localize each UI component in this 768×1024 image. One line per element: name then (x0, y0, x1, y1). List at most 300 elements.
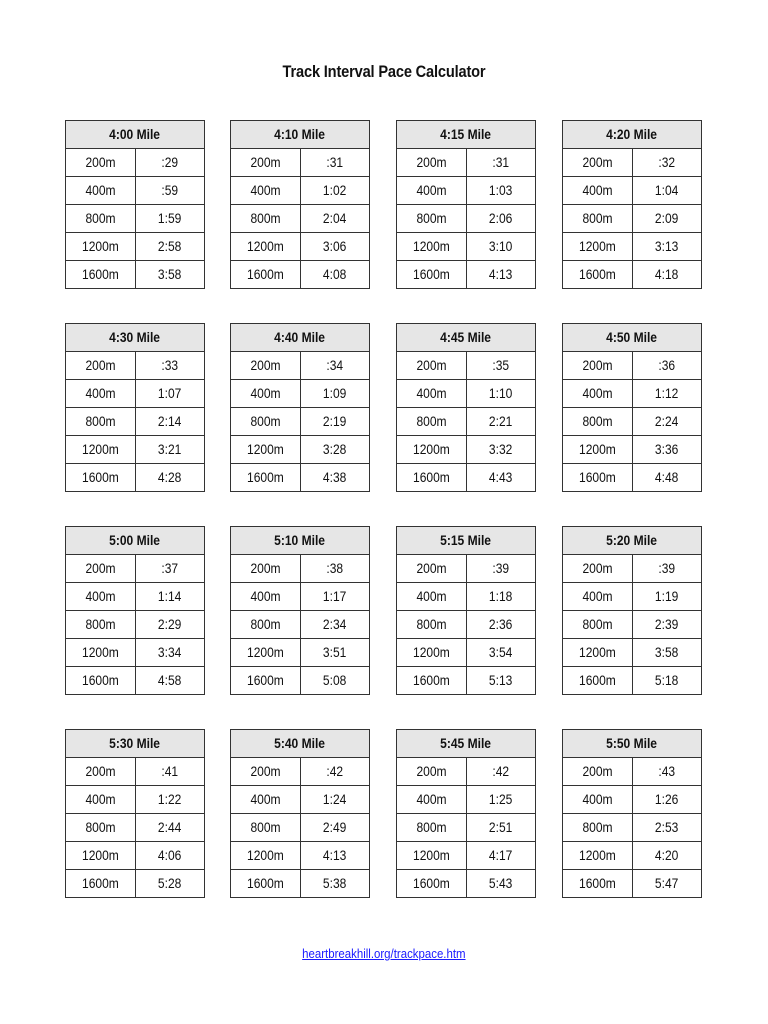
split-time: 5:43 (489, 875, 513, 891)
split-time-cell (466, 205, 536, 233)
distance-label: 800m (85, 210, 116, 226)
distance-cell (231, 233, 301, 261)
distance-label: 200m (85, 357, 116, 373)
distance-cell (231, 870, 301, 898)
split-time: 3:54 (489, 644, 513, 660)
split-time: :42 (492, 763, 510, 779)
distance-cell (66, 352, 136, 380)
split-time-cell (135, 842, 205, 870)
mile-pace-label: 4:45 Mile (440, 329, 492, 345)
split-time-cell (135, 583, 205, 611)
table-row (231, 667, 370, 695)
table-row (231, 758, 370, 786)
split-time: 1:07 (158, 385, 182, 401)
mile-pace-label: 4:10 Mile (274, 126, 326, 142)
split-time-cell (300, 814, 370, 842)
table-row (563, 555, 702, 583)
split-time-cell (466, 436, 536, 464)
split-time-cell (300, 786, 370, 814)
split-time-cell (466, 380, 536, 408)
distance-label: 200m (416, 560, 447, 576)
distance-label: 1600m (412, 469, 450, 485)
page-title: Track Interval Pace Calculator (282, 62, 486, 81)
split-time-cell (300, 583, 370, 611)
distance-label: 200m (250, 560, 281, 576)
split-time: 3:13 (655, 238, 679, 254)
distance-label: 400m (416, 182, 447, 198)
distance-cell (563, 667, 633, 695)
distance-cell (563, 380, 633, 408)
table-row (66, 205, 205, 233)
distance-cell (231, 639, 301, 667)
distance-cell (397, 233, 467, 261)
distance-cell (231, 555, 301, 583)
distance-cell (563, 233, 633, 261)
split-time: 3:51 (323, 644, 347, 660)
pace-table (230, 729, 370, 898)
distance-label: 400m (85, 182, 116, 198)
table-row (66, 611, 205, 639)
split-time: 1:10 (489, 385, 513, 401)
pace-table-header (66, 527, 205, 555)
split-time: 2:49 (323, 819, 347, 835)
table-row (66, 842, 205, 870)
table-row (66, 177, 205, 205)
distance-cell (66, 814, 136, 842)
distance-cell (563, 814, 633, 842)
split-time-cell (135, 870, 205, 898)
split-time: 5:38 (323, 875, 347, 891)
distance-label: 1600m (81, 875, 119, 891)
distance-cell (66, 149, 136, 177)
split-time-cell (135, 786, 205, 814)
distance-cell (563, 408, 633, 436)
split-time: :37 (161, 560, 179, 576)
split-time: 4:06 (158, 847, 182, 863)
distance-label: 400m (85, 588, 116, 604)
split-time-cell (632, 814, 702, 842)
distance-label: 800m (250, 819, 281, 835)
distance-label: 1200m (578, 847, 616, 863)
distance-label: 1200m (246, 441, 284, 457)
split-time: :38 (326, 560, 344, 576)
split-time: 1:18 (489, 588, 513, 604)
table-row (397, 233, 536, 261)
distance-label: 200m (582, 154, 613, 170)
split-time: 1:19 (655, 588, 679, 604)
split-time: 4:08 (323, 266, 347, 282)
table-row (66, 786, 205, 814)
split-time: 1:17 (323, 588, 347, 604)
distance-cell (397, 786, 467, 814)
distance-cell (563, 149, 633, 177)
split-time-cell (632, 667, 702, 695)
split-time: 1:26 (655, 791, 679, 807)
pace-table-header (563, 730, 702, 758)
split-time: 1:14 (158, 588, 182, 604)
distance-cell (66, 177, 136, 205)
split-time-cell (135, 408, 205, 436)
footer (0, 946, 768, 961)
split-time: 5:13 (489, 672, 513, 688)
pace-table (396, 323, 536, 492)
table-row (563, 352, 702, 380)
distance-cell (66, 261, 136, 289)
split-time-cell (135, 177, 205, 205)
distance-cell (66, 758, 136, 786)
distance-label: 1600m (578, 469, 616, 485)
table-row (397, 352, 536, 380)
distance-cell (66, 870, 136, 898)
distance-cell (397, 149, 467, 177)
pace-table-header (66, 121, 205, 149)
split-time: 4:17 (489, 847, 513, 863)
table-row (397, 842, 536, 870)
distance-label: 1600m (578, 875, 616, 891)
split-time: 4:48 (655, 469, 679, 485)
split-time: 1:12 (655, 385, 679, 401)
distance-cell (231, 667, 301, 695)
distance-cell (563, 583, 633, 611)
table-row (563, 758, 702, 786)
table-row (397, 555, 536, 583)
split-time: 2:58 (158, 238, 182, 254)
distance-label: 1200m (81, 847, 119, 863)
split-time-cell (466, 814, 536, 842)
distance-cell (563, 436, 633, 464)
split-time-cell (632, 758, 702, 786)
distance-cell (66, 639, 136, 667)
table-row (563, 408, 702, 436)
table-row (66, 380, 205, 408)
split-time: 3:28 (323, 441, 347, 457)
table-row (397, 380, 536, 408)
distance-label: 800m (250, 616, 281, 632)
pace-table (65, 323, 205, 492)
table-row (397, 870, 536, 898)
split-time: 1:03 (489, 182, 513, 198)
table-row (231, 177, 370, 205)
table-row (563, 814, 702, 842)
distance-label: 800m (250, 210, 281, 226)
pace-table (562, 120, 702, 289)
split-time: :32 (658, 154, 676, 170)
distance-label: 400m (582, 385, 613, 401)
split-time-cell (466, 786, 536, 814)
table-row (397, 464, 536, 492)
distance-cell (66, 667, 136, 695)
split-time-cell (466, 149, 536, 177)
distance-cell (397, 464, 467, 492)
distance-cell (66, 233, 136, 261)
split-time-cell (632, 233, 702, 261)
mile-pace-label: 4:30 Mile (109, 329, 161, 345)
distance-cell (397, 758, 467, 786)
split-time-cell (135, 667, 205, 695)
split-time: 3:06 (323, 238, 347, 254)
split-time-cell (300, 758, 370, 786)
split-time: 5:18 (655, 672, 679, 688)
distance-cell (66, 555, 136, 583)
distance-label: 400m (250, 182, 281, 198)
pace-table-header (231, 527, 370, 555)
split-time: 1:24 (323, 791, 347, 807)
distance-cell (397, 555, 467, 583)
distance-label: 400m (416, 385, 447, 401)
distance-cell (66, 611, 136, 639)
pace-table-header (397, 527, 536, 555)
split-time-cell (466, 464, 536, 492)
split-time-cell (300, 149, 370, 177)
split-time-cell (632, 786, 702, 814)
distance-label: 1600m (81, 266, 119, 282)
split-time: 4:18 (655, 266, 679, 282)
split-time-cell (466, 758, 536, 786)
split-time-cell (135, 205, 205, 233)
mile-pace-label: 5:20 Mile (606, 532, 658, 548)
split-time-cell (466, 611, 536, 639)
split-time: 2:06 (489, 210, 513, 226)
split-time-cell (135, 233, 205, 261)
split-time-cell (632, 408, 702, 436)
distance-cell (397, 205, 467, 233)
mile-pace-label: 5:45 Mile (440, 735, 492, 751)
distance-label: 400m (582, 182, 613, 198)
split-time-cell (632, 464, 702, 492)
distance-label: 800m (582, 413, 613, 429)
distance-cell (397, 408, 467, 436)
split-time-cell (632, 555, 702, 583)
table-row (563, 261, 702, 289)
split-time-cell (632, 261, 702, 289)
pace-table (230, 526, 370, 695)
table-row (563, 177, 702, 205)
split-time-cell (632, 611, 702, 639)
distance-label: 200m (416, 763, 447, 779)
split-time-cell (300, 205, 370, 233)
source-link[interactable]: heartbreakhill.org/trackpace.htm (302, 946, 466, 961)
distance-label: 200m (416, 154, 447, 170)
split-time: 3:21 (158, 441, 182, 457)
split-time: 5:08 (323, 672, 347, 688)
distance-cell (397, 380, 467, 408)
split-time-cell (135, 555, 205, 583)
mile-pace-label: 5:10 Mile (274, 532, 326, 548)
distance-cell (397, 583, 467, 611)
pace-table (396, 120, 536, 289)
mile-pace-label: 5:50 Mile (606, 735, 658, 751)
split-time-cell (135, 261, 205, 289)
mile-pace-label: 4:40 Mile (274, 329, 326, 345)
split-time: :36 (658, 357, 676, 373)
distance-label: 1200m (578, 238, 616, 254)
split-time: 1:09 (323, 385, 347, 401)
split-time-cell (135, 611, 205, 639)
table-row (563, 786, 702, 814)
distance-label: 800m (416, 819, 447, 835)
distance-label: 800m (416, 210, 447, 226)
distance-label: 400m (250, 588, 281, 604)
split-time-cell (300, 555, 370, 583)
split-time-cell (632, 380, 702, 408)
split-time-cell (466, 842, 536, 870)
pace-table-header (563, 324, 702, 352)
table-row (66, 555, 205, 583)
distance-label: 200m (85, 763, 116, 779)
split-time: 3:34 (158, 644, 182, 660)
distance-cell (231, 352, 301, 380)
pace-table (396, 729, 536, 898)
table-row (231, 205, 370, 233)
split-time: 4:13 (489, 266, 513, 282)
distance-label: 1600m (578, 672, 616, 688)
distance-label: 1600m (578, 266, 616, 282)
split-time: 1:25 (489, 791, 513, 807)
split-time-cell (300, 464, 370, 492)
distance-cell (66, 842, 136, 870)
distance-label: 1600m (412, 672, 450, 688)
distance-label: 200m (85, 560, 116, 576)
split-time-cell (135, 758, 205, 786)
split-time-cell (466, 583, 536, 611)
pace-table (65, 526, 205, 695)
distance-cell (66, 408, 136, 436)
distance-cell (563, 786, 633, 814)
pace-table (65, 729, 205, 898)
distance-label: 200m (250, 357, 281, 373)
table-row (66, 758, 205, 786)
table-row (66, 870, 205, 898)
split-time: 3:58 (158, 266, 182, 282)
split-time: 4:20 (655, 847, 679, 863)
distance-cell (563, 205, 633, 233)
table-row (66, 436, 205, 464)
split-time-cell (300, 352, 370, 380)
pace-table (562, 323, 702, 492)
distance-label: 1200m (412, 847, 450, 863)
table-row (66, 667, 205, 695)
table-row (231, 464, 370, 492)
distance-cell (397, 352, 467, 380)
split-time: 4:13 (323, 847, 347, 863)
distance-label: 200m (250, 763, 281, 779)
distance-label: 400m (250, 791, 281, 807)
split-time-cell (300, 667, 370, 695)
distance-cell (231, 786, 301, 814)
table-row (231, 436, 370, 464)
split-time-cell (632, 205, 702, 233)
split-time-cell (300, 611, 370, 639)
distance-cell (563, 464, 633, 492)
distance-label: 800m (416, 616, 447, 632)
split-time: :42 (326, 763, 344, 779)
table-row (231, 842, 370, 870)
distance-label: 1200m (412, 441, 450, 457)
table-row (231, 639, 370, 667)
split-time: 2:44 (158, 819, 182, 835)
split-time-cell (300, 233, 370, 261)
table-row (66, 149, 205, 177)
split-time: 1:02 (323, 182, 347, 198)
split-time-cell (466, 352, 536, 380)
split-time: :35 (492, 357, 510, 373)
split-time: :31 (492, 154, 510, 170)
table-row (563, 842, 702, 870)
distance-label: 1600m (246, 672, 284, 688)
split-time-cell (632, 149, 702, 177)
distance-label: 1600m (81, 469, 119, 485)
table-row (231, 583, 370, 611)
table-row (563, 583, 702, 611)
split-time-cell (466, 177, 536, 205)
distance-label: 400m (85, 791, 116, 807)
distance-cell (231, 464, 301, 492)
split-time-cell (300, 870, 370, 898)
table-row (66, 233, 205, 261)
table-row (563, 380, 702, 408)
table-row (66, 639, 205, 667)
split-time-cell (632, 177, 702, 205)
distance-label: 1200m (578, 441, 616, 457)
split-time: 3:36 (655, 441, 679, 457)
split-time: 5:28 (158, 875, 182, 891)
split-time: :39 (658, 560, 676, 576)
distance-label: 800m (85, 616, 116, 632)
pace-table-header (231, 730, 370, 758)
pace-table-header (563, 527, 702, 555)
split-time: 4:43 (489, 469, 513, 485)
split-time: 1:22 (158, 791, 182, 807)
mile-pace-label: 4:20 Mile (606, 126, 658, 142)
distance-cell (563, 758, 633, 786)
split-time-cell (300, 380, 370, 408)
distance-label: 1200m (578, 644, 616, 660)
split-time-cell (632, 583, 702, 611)
distance-cell (563, 177, 633, 205)
distance-cell (563, 555, 633, 583)
table-row (563, 205, 702, 233)
distance-cell (66, 436, 136, 464)
pace-table-header (563, 121, 702, 149)
distance-cell (66, 205, 136, 233)
distance-label: 200m (250, 154, 281, 170)
distance-label: 200m (582, 357, 613, 373)
distance-cell (563, 352, 633, 380)
table-row (231, 555, 370, 583)
distance-label: 1600m (412, 875, 450, 891)
distance-cell (397, 611, 467, 639)
split-time: 1:04 (655, 182, 679, 198)
table-row (231, 380, 370, 408)
table-row (66, 408, 205, 436)
table-row (397, 667, 536, 695)
table-row (397, 177, 536, 205)
split-time-cell (632, 639, 702, 667)
distance-label: 1600m (81, 672, 119, 688)
split-time-cell (466, 555, 536, 583)
table-row (231, 408, 370, 436)
table-row (563, 436, 702, 464)
split-time: 2:51 (489, 819, 513, 835)
distance-cell (397, 870, 467, 898)
split-time: :43 (658, 763, 676, 779)
table-row (66, 261, 205, 289)
pace-table (562, 526, 702, 695)
distance-cell (397, 436, 467, 464)
split-time-cell (300, 261, 370, 289)
table-row (66, 464, 205, 492)
distance-label: 1200m (412, 644, 450, 660)
